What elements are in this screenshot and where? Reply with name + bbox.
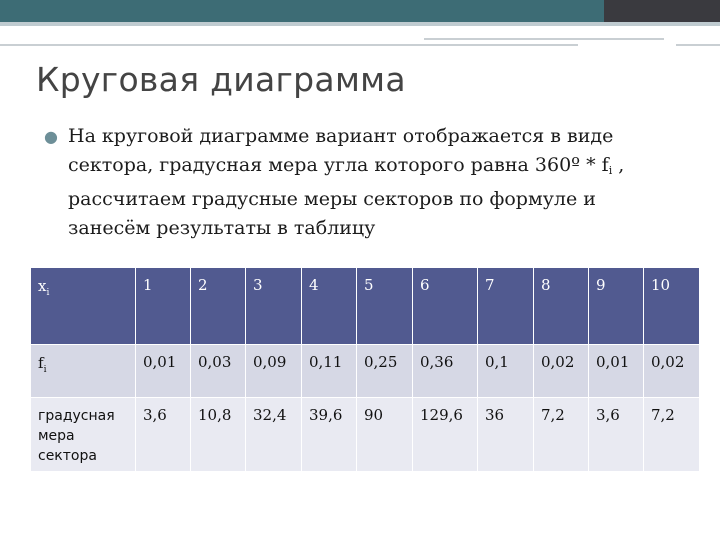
degree-cell: 3,6 — [136, 398, 191, 472]
bullet-marker-icon: ● — [44, 127, 58, 146]
degree-cell: 32,4 — [246, 398, 302, 472]
bar-shadow — [0, 22, 720, 26]
bullet-tail-text: , рассчитаем градусные меры секторов по формуле и занесём результаты в таблицу — [68, 154, 625, 239]
bullet-point — [44, 122, 664, 243]
frequency-cell: 0,01 — [136, 345, 191, 398]
frequency-cell: 0,25 — [357, 345, 413, 398]
row1-label-subscript: i — [43, 365, 47, 375]
header-value-cell: 10 — [644, 268, 700, 345]
degree-cell: 3,6 — [589, 398, 644, 472]
degree-cell: 39,6 — [302, 398, 357, 472]
header-value-cell: 5 — [357, 268, 413, 345]
frequency-cell: 0,01 — [589, 345, 644, 398]
degree-table — [30, 267, 700, 472]
header-value-cell: 6 — [413, 268, 478, 345]
header-label-cell — [31, 268, 136, 345]
header-label: x — [38, 277, 47, 295]
bullet-text — [68, 122, 664, 243]
row1-label: f — [38, 354, 44, 372]
header-label-subscript: i — [46, 288, 50, 298]
degree-cell: 10,8 — [191, 398, 246, 472]
header-value-cell: 1 — [136, 268, 191, 345]
header-value-cell: 4 — [302, 268, 357, 345]
bullet-subscript: i — [608, 164, 613, 177]
table-row-degrees — [31, 398, 700, 472]
frequency-cell: 0,03 — [191, 345, 246, 398]
decorative-stripes — [0, 30, 720, 50]
header-value-cell: 2 — [191, 268, 246, 345]
table-row-frequency — [31, 345, 700, 398]
degree-cell: 7,2 — [534, 398, 589, 472]
bullet-main-text: На круговой диаграмме вариант отображается в виде сектора, градусная мера угла которого равна 360º * f — [68, 125, 614, 176]
frequency-cell: 0,02 — [534, 345, 589, 398]
row1-label-cell — [31, 345, 136, 398]
table-header-row — [31, 268, 700, 345]
degree-cell: 129,6 — [413, 398, 478, 472]
header-value-cell: 7 — [478, 268, 534, 345]
header-value-cell: 8 — [534, 268, 589, 345]
dark-corner-band — [604, 0, 720, 22]
slide-title: Круговая диаграмма — [36, 60, 406, 99]
frequency-cell: 0,1 — [478, 345, 534, 398]
row2-label-cell: градусная мера сектора — [31, 398, 136, 472]
frequency-cell: 0,11 — [302, 345, 357, 398]
degree-cell: 90 — [357, 398, 413, 472]
header-value-cell: 3 — [246, 268, 302, 345]
header-value-cell: 9 — [589, 268, 644, 345]
frequency-cell: 0,02 — [644, 345, 700, 398]
top-decoration-bar — [0, 0, 720, 30]
frequency-cell: 0,09 — [246, 345, 302, 398]
frequency-cell: 0,36 — [413, 345, 478, 398]
degree-cell: 36 — [478, 398, 534, 472]
degree-cell: 7,2 — [644, 398, 700, 472]
